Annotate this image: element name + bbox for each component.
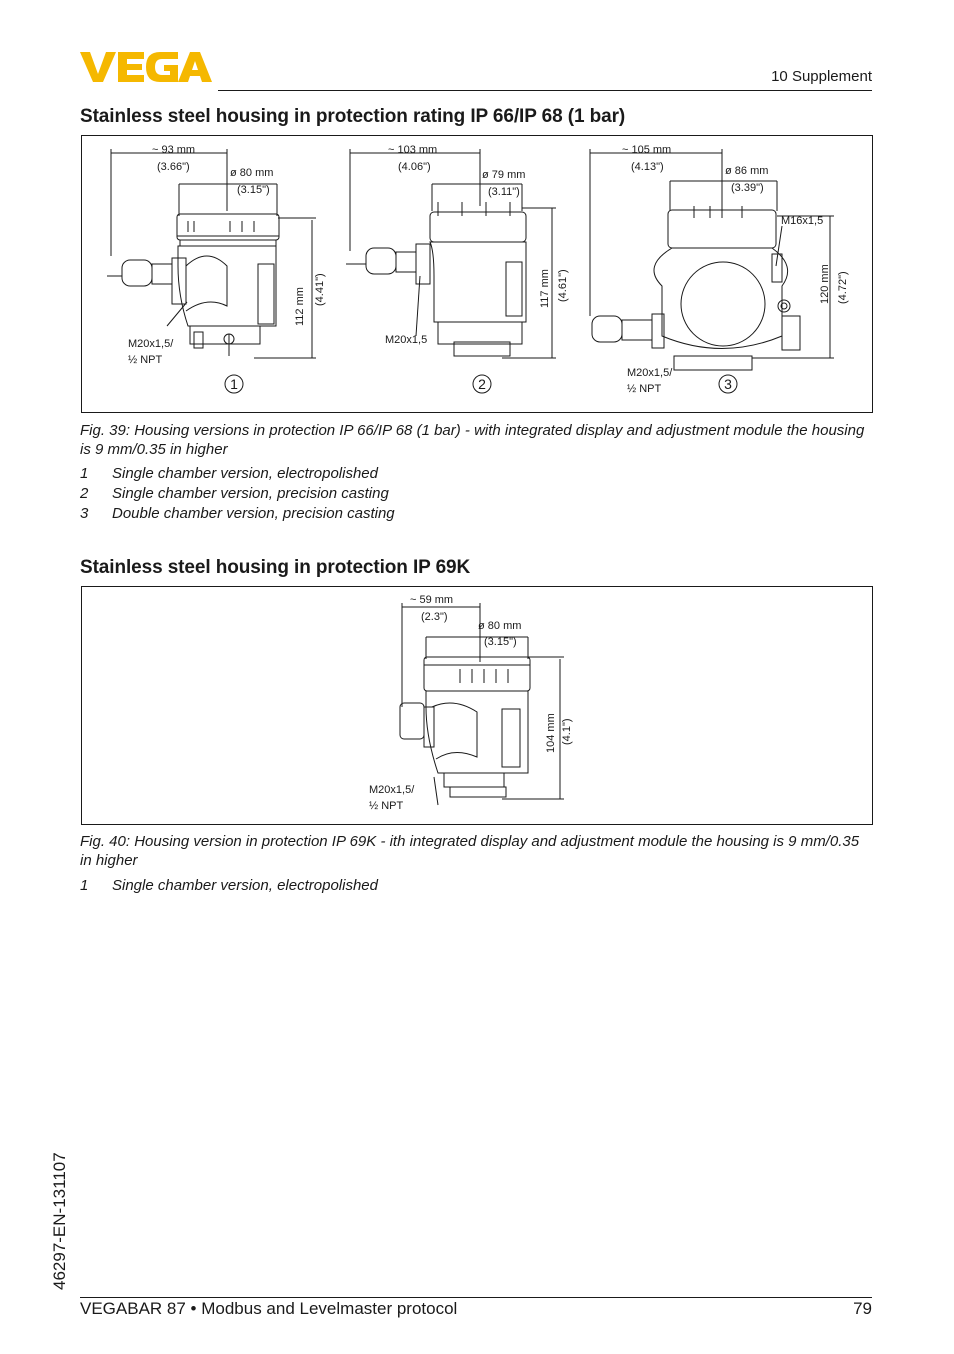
- legend-item: 3 Double chamber version, precision casting: [80, 505, 395, 522]
- figure-marker-3-label: 3: [724, 376, 732, 392]
- d3-dia-in: (3.39"): [731, 182, 764, 194]
- d3-width-in: (4.13"): [631, 161, 664, 173]
- figure-39-legend: [80, 464, 395, 524]
- d1-height-mm: 112 mm: [294, 287, 306, 326]
- housing-drawing-ip69k: [400, 603, 564, 805]
- footer-title: VEGABAR 87 • Modbus and Levelmaster protocol: [80, 1299, 458, 1318]
- d3-height-mm: 120 mm: [819, 264, 831, 304]
- d2-dia-in: (3.11"): [488, 186, 520, 198]
- d2-width-mm: ~ 103 mm: [388, 144, 438, 156]
- ip69k-height-mm: 104 mm: [545, 713, 557, 753]
- d3-height-in: (4.72"): [837, 271, 849, 304]
- d2-dia-mm: ø 79 mm: [482, 169, 526, 181]
- vega-logo: [80, 50, 212, 84]
- figure-39-caption: Fig. 39: Housing versions in protection IP 66/IP 68 (1 bar) - with integrated display and adjustment module the housing is 9 mm/0.35 in higher: [80, 422, 865, 458]
- ip69k-thread-line2: ½ NPT: [369, 800, 404, 812]
- d2-height-mm: 117 mm: [539, 269, 551, 308]
- header-rule: [218, 90, 872, 91]
- d2-width-in: (4.06"): [398, 161, 431, 173]
- page-number: 79: [853, 1299, 872, 1318]
- section-title-ip69k: Stainless steel housing in protection IP 69K: [80, 557, 471, 578]
- d3-dia-mm: ø 86 mm: [725, 165, 769, 177]
- ip69k-dia-mm: ø 80 mm: [478, 620, 522, 632]
- d3-thread-line2: ½ NPT: [627, 383, 662, 395]
- figure-39-svg: [82, 136, 872, 412]
- section-title-ip66: Stainless steel housing in protection rating IP 66/IP 68 (1 bar): [80, 106, 626, 127]
- d1-dia-mm: ø 80 mm: [230, 167, 274, 179]
- d1-height-in: (4.41"): [314, 273, 326, 306]
- d3-thread-side: M16x1,5: [781, 215, 824, 227]
- figure-40-drawing: [81, 586, 873, 825]
- figure-39-drawing: [81, 135, 873, 413]
- figure-40-caption: Fig. 40: Housing version in protection IP 69K - ith integrated display and adjustment module the housing is 9 mm/0.35 in higher: [80, 833, 860, 869]
- d1-thread-line2: ½ NPT: [128, 354, 163, 366]
- document-code: 46297-EN-131107: [50, 1152, 69, 1290]
- ip69k-width-in: (2.3"): [421, 611, 448, 623]
- figure-marker-2-label: 2: [478, 376, 486, 392]
- d2-thread: M20x1,5: [385, 334, 428, 346]
- figure-40-legend: [80, 876, 378, 896]
- legend-item: 1 Single chamber version, electropolished: [80, 877, 378, 894]
- ip69k-dia-in: (3.15"): [484, 636, 517, 648]
- legend-item: 2 Single chamber version, precision casting: [80, 485, 389, 502]
- section-label: 10 Supplement: [771, 68, 872, 85]
- d1-width-mm: ~ 93 mm: [152, 144, 196, 156]
- d1-thread-line1: M20x1,5/: [128, 338, 174, 350]
- figure-40-svg: [82, 587, 872, 824]
- footer-rule: [80, 1297, 872, 1298]
- d2-height-in: (4.61"): [557, 269, 569, 302]
- ip69k-width-mm: ~ 59 mm: [410, 594, 454, 606]
- ip69k-height-in: (4.1"): [561, 718, 573, 745]
- housing-drawing-3: [590, 149, 834, 370]
- housing-drawing-1: [107, 149, 316, 358]
- legend-item: 1 Single chamber version, electropolished: [80, 465, 378, 482]
- d3-width-mm: ~ 105 mm: [622, 144, 672, 156]
- d1-width-in: (3.66"): [157, 161, 190, 173]
- d3-thread-line1: M20x1,5/: [627, 367, 673, 379]
- d1-dia-in: (3.15"): [237, 184, 270, 196]
- figure-marker-1-label: 1: [230, 376, 238, 392]
- ip69k-thread-line1: M20x1,5/: [369, 784, 415, 796]
